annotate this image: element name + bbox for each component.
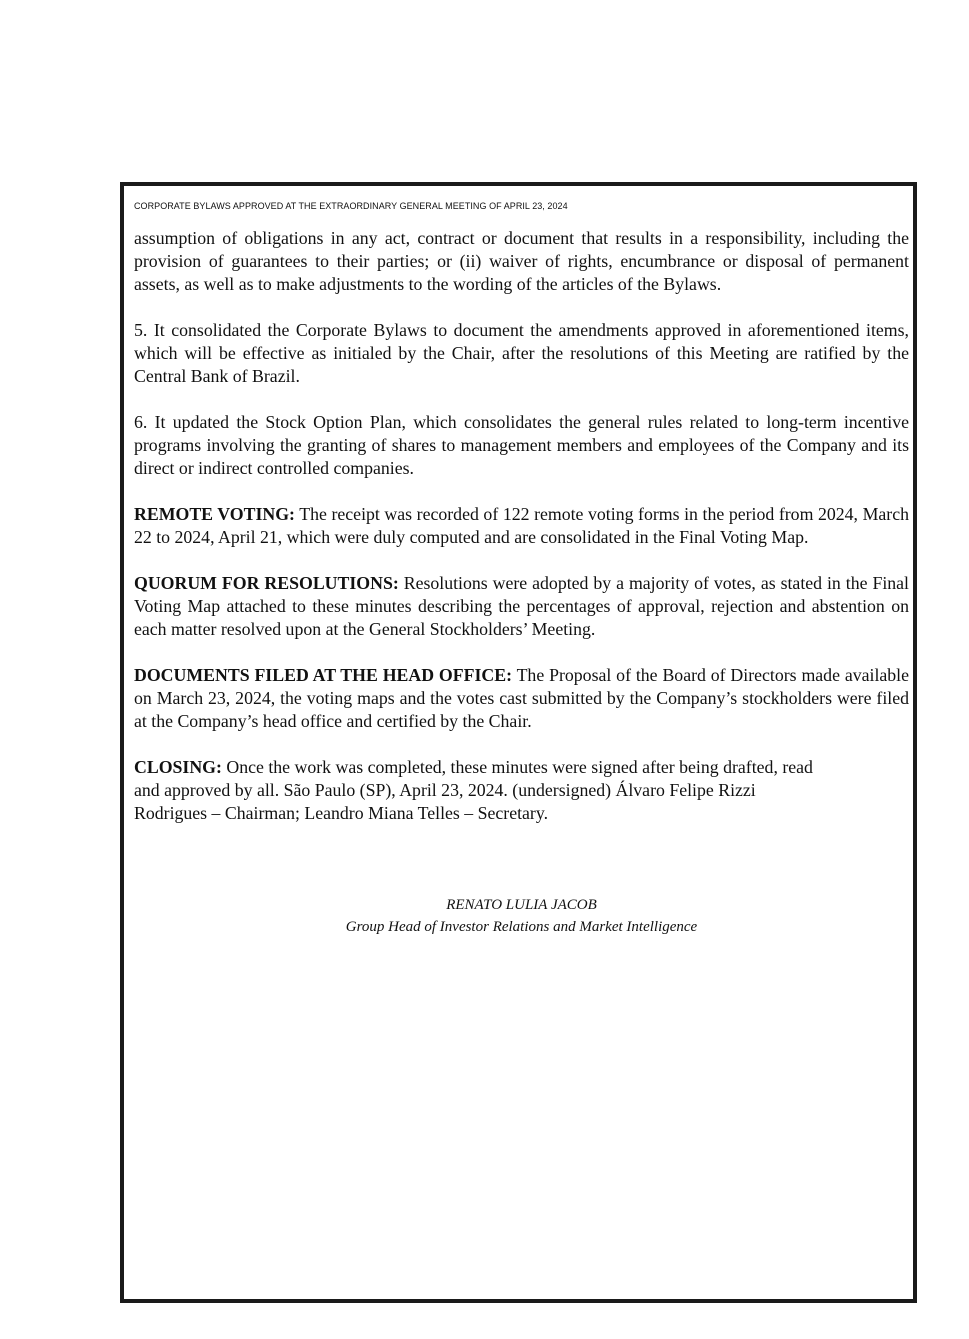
documents-label: DOCUMENTS FILED AT THE HEAD OFFICE: xyxy=(134,665,513,685)
documents-text: The Proposal of the Board of Directors made available on March 23, 2024, the voting maps and the votes cast submitted by the Company’s stockholders were filed at the Company’s head office and certified by the Chair. xyxy=(134,665,909,731)
paragraph-item-5: 5. It consolidated the Corporate Bylaws to document the amendments approved in aforementioned items, which will be effective as initialed by the Chair, after the resolutions of this Meeting are ratified by the Central Bank of Brazil. xyxy=(134,320,909,386)
closing-line-2: and approved by all. São Paulo (SP), April 23, 2024. (undersigned) Álvaro Felipe Rizzi xyxy=(134,780,756,800)
quorum-text: Resolutions were adopted by a majority of votes, as stated in the Final Voting Map attached to these minutes describing the percentages of approval, rejection and abstention on each matter resolved upon at the General Stockholders’ Meeting. xyxy=(134,573,909,639)
closing-label: CLOSING: xyxy=(134,757,222,777)
running-header: CORPORATE BYLAWS APPROVED AT THE EXTRAORDINARY GENERAL MEETING OF APRIL 23, 2024 xyxy=(134,201,568,211)
paragraph-item-6: 6. It updated the Stock Option Plan, which consolidates the general rules related to long-term incentive programs involving the granting of shares to management members and employees of the Company and its direct or indirect controlled companies. xyxy=(134,412,909,478)
signature-block xyxy=(134,894,909,938)
paragraph-remote-voting xyxy=(134,503,909,549)
signatory-title: Group Head of Investor Relations and Market Intelligence xyxy=(345,919,698,935)
paragraph-continuation: assumption of obligations in any act, contract or document that results in a responsibility, including the provision of guarantees to their parties; or (ii) waiver of rights, encumbrance or disposal of permanent assets, as well as to make adjustments to the wording of the articles of the Bylaws. xyxy=(134,228,909,294)
quorum-label: QUORUM FOR RESOLUTIONS: xyxy=(134,573,399,593)
signatory-name: RENATO LULIA JACOB xyxy=(446,897,597,913)
paragraph-closing xyxy=(134,756,909,825)
closing-line-1: Once the work was completed, these minutes were signed after being drafted, read xyxy=(221,757,813,777)
document-frame xyxy=(120,182,917,1303)
paragraph-quorum xyxy=(134,572,909,641)
document-body xyxy=(134,227,909,825)
remote-voting-text: The receipt was recorded of 122 remote voting forms in the period from 2024, March 22 to 2024, April 21, which were duly computed and are consolidated in the Final Voting Map. xyxy=(134,504,909,547)
remote-voting-label: REMOTE VOTING: xyxy=(134,504,295,524)
paragraph-documents xyxy=(134,664,909,733)
closing-line-3: Rodrigues – Chairman; Leandro Miana Telles – Secretary. xyxy=(134,803,549,823)
